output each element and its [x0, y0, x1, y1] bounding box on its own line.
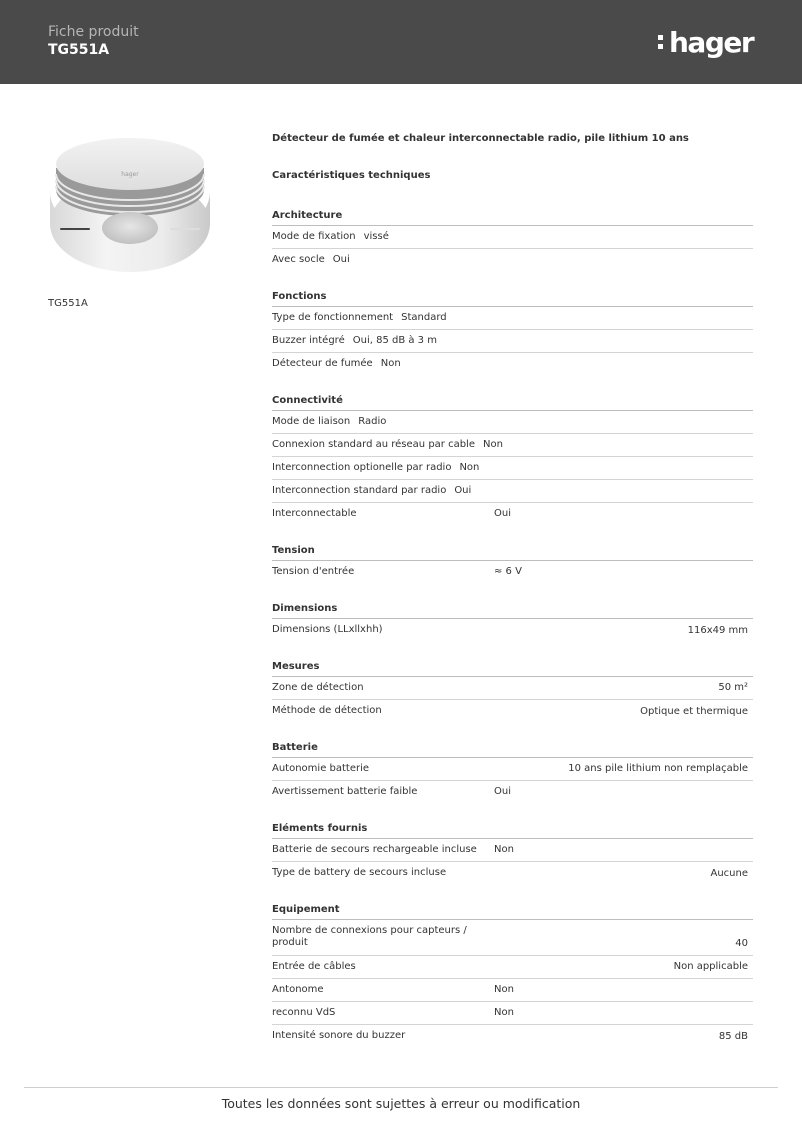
spec-value: 40: [735, 938, 748, 949]
spec-label: Connexion standard au réseau par cable: [272, 439, 475, 450]
spec-value: Non: [494, 844, 514, 855]
spec-value: 10 ans pile lithium non remplaçable: [568, 763, 748, 774]
spec-label: Entrée de câbles: [272, 961, 356, 972]
section-tension: [272, 540, 753, 584]
section-mesures: [272, 656, 753, 723]
spec-label: Zone de détection: [272, 682, 364, 693]
spec-row: [272, 839, 753, 862]
test-button: [102, 212, 158, 244]
spec-value: Optique et thermique: [640, 706, 748, 717]
spec-value: 116x49 mm: [687, 625, 748, 636]
spec-row: [272, 677, 753, 700]
spec-row: [272, 700, 753, 723]
spec-value: Oui: [332, 254, 350, 265]
product-image: [44, 128, 216, 278]
spec-row: [272, 862, 753, 885]
spec-row: [272, 619, 753, 642]
logo-dots-icon: [658, 33, 666, 55]
spec-label: Détecteur de fumée: [272, 358, 373, 369]
section-title: Batterie: [272, 737, 753, 758]
section-title: Dimensions: [272, 598, 753, 619]
indicator-light-left: [60, 228, 90, 230]
spec-label: Mode de liaison: [272, 416, 351, 427]
spec-content: [272, 131, 753, 1048]
section-batterie: [272, 737, 753, 804]
spec-label: Interconnection standard par radio: [272, 485, 447, 496]
spec-value: vissé: [363, 231, 389, 242]
spec-row: [272, 480, 753, 503]
spec-label: Dimensions (LLxllxhh): [272, 624, 383, 635]
section-dimensions: [272, 598, 753, 642]
spec-label: Avertissement batterie faible: [272, 786, 418, 797]
section-title: Tension: [272, 540, 753, 561]
product-title: Détecteur de fumée et chaleur interconnectable radio, pile lithium 10 ans: [272, 133, 689, 144]
section-title: Equipement: [272, 899, 753, 920]
spec-row: [272, 457, 753, 480]
spec-value: Non applicable: [673, 961, 748, 972]
spec-label: Antonome: [272, 984, 324, 995]
spec-row: [272, 353, 753, 376]
spec-value: Non: [482, 439, 503, 450]
spec-row: [272, 330, 753, 353]
spec-label: Type de fonctionnement: [272, 312, 394, 323]
spec-value: 50 m²: [718, 682, 748, 693]
section-title: Fonctions: [272, 286, 753, 307]
spec-label: Buzzer intégré: [272, 335, 345, 346]
spec-row: [272, 249, 753, 272]
product-reference: TG551A: [48, 42, 110, 58]
spec-row: [272, 781, 753, 804]
spec-value: Non: [459, 462, 480, 473]
spec-value: Radio: [358, 416, 387, 427]
device-logo: hager: [121, 171, 139, 178]
spec-row: [272, 758, 753, 781]
spec-label: Méthode de détection: [272, 705, 382, 716]
spec-value: Oui: [494, 786, 511, 797]
hager-logo: [658, 22, 753, 62]
spec-value: Oui: [494, 508, 511, 519]
spec-row: [272, 979, 753, 1002]
section-title: Architecture: [272, 205, 753, 226]
spec-label: Intensité sonore du buzzer: [272, 1030, 406, 1041]
spec-label: Mode de fixation: [272, 231, 356, 242]
spec-row: [272, 561, 753, 584]
footer-divider: [24, 1087, 778, 1088]
spec-row: [272, 920, 753, 956]
spec-value: Non: [380, 358, 401, 369]
spec-row: [272, 1002, 753, 1025]
footer-disclaimer: Toutes les données sont sujettes à erreur ou modification: [221, 1096, 581, 1111]
document-type: Fiche produit: [48, 24, 139, 40]
spec-value: ≈ 6 V: [494, 566, 522, 577]
spec-value: Aucune: [710, 868, 748, 879]
spec-value: 85 dB: [718, 1031, 748, 1042]
spec-value: Non: [494, 1007, 514, 1018]
indicator-light-right: [170, 228, 200, 230]
spec-row: [272, 307, 753, 330]
logo-wordmark: hager: [669, 25, 754, 59]
image-caption: TG551A: [48, 298, 88, 309]
spec-label: Nombre de connexions pour capteurs / produit: [272, 925, 467, 948]
spec-label: Interconnectable: [272, 508, 357, 519]
section-title: Connectivité: [272, 390, 753, 411]
specs-heading: Caractéristiques techniques: [272, 170, 431, 181]
spec-value: Standard: [401, 312, 447, 323]
section-elements-fournis: [272, 818, 753, 885]
spec-row: [272, 1025, 753, 1048]
section-connectivite: [272, 390, 753, 526]
spec-label: reconnu VdS: [272, 1007, 336, 1018]
section-fonctions: [272, 286, 753, 376]
spec-row: [272, 411, 753, 434]
spec-label: Autonomie batterie: [272, 763, 370, 774]
spec-value: Non: [494, 984, 514, 995]
spec-value: Oui: [454, 485, 472, 496]
section-title: Eléments fournis: [272, 818, 753, 839]
section-title: Mesures: [272, 656, 753, 677]
spec-label: Batterie de secours rechargeable incluse: [272, 844, 477, 855]
page-header: [0, 0, 802, 84]
detector-top: [56, 138, 204, 190]
section-architecture: [272, 205, 753, 272]
spec-row: [272, 956, 753, 979]
spec-value: Oui, 85 dB à 3 m: [352, 335, 437, 346]
spec-row: [272, 434, 753, 457]
spec-label: Type de battery de secours incluse: [272, 867, 447, 878]
spec-label: Tension d'entrée: [272, 566, 355, 577]
spec-row: [272, 226, 753, 249]
spec-label: Interconnection optionelle par radio: [272, 462, 452, 473]
spec-label: Avec socle: [272, 254, 325, 265]
section-equipement: [272, 899, 753, 1048]
spec-row: [272, 503, 753, 526]
